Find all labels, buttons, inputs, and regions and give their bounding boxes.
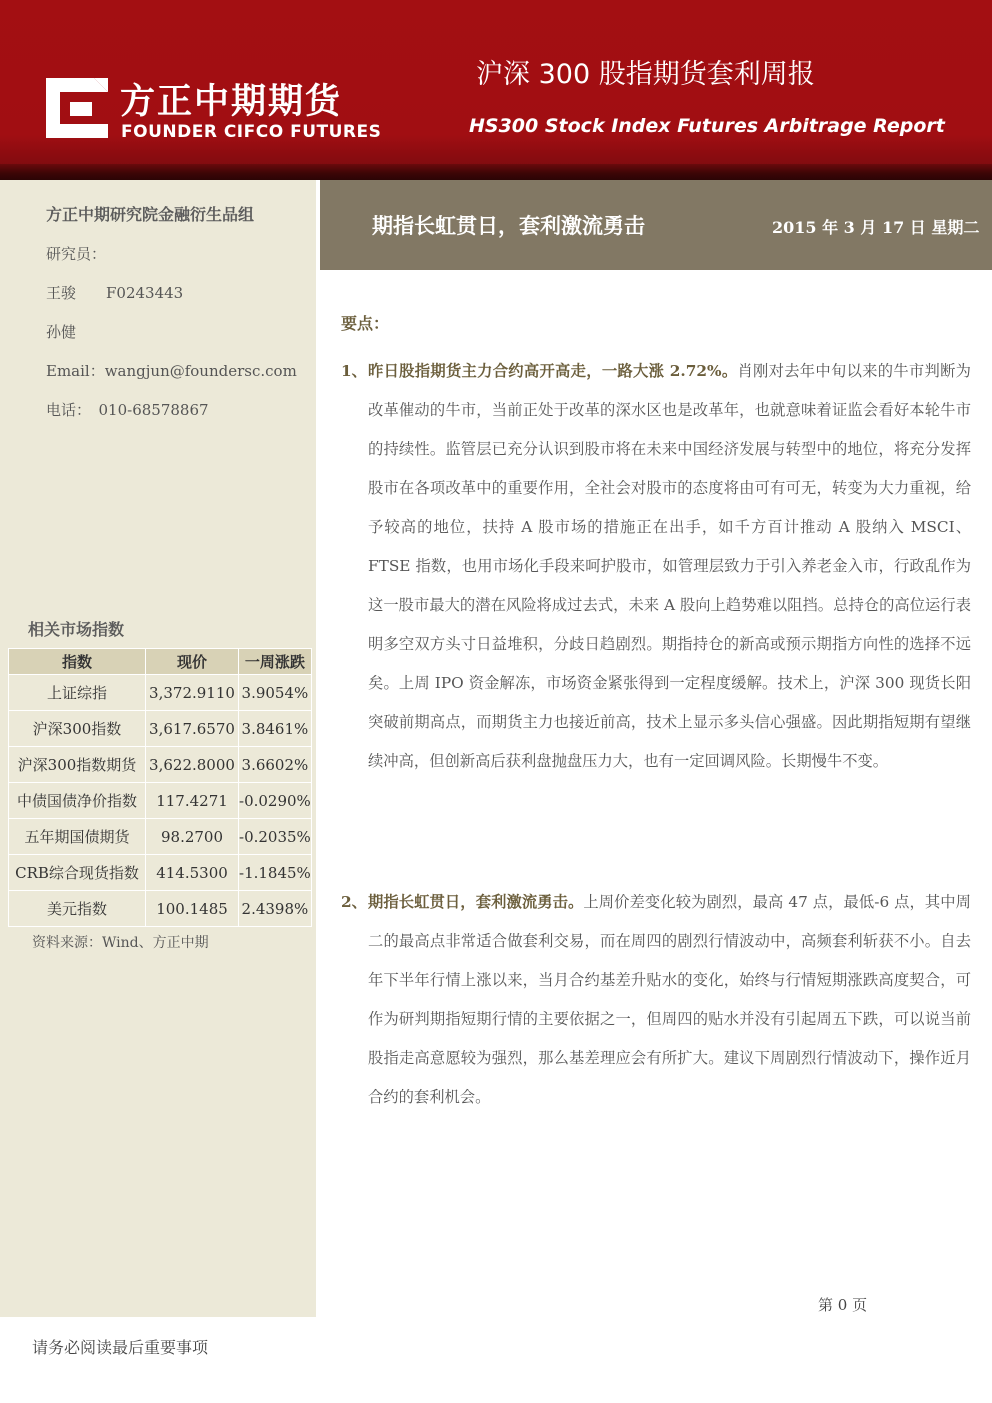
market-index-table [8,648,312,927]
key-point-text: 肖刚对去年中旬以来的牛市判断为改革催动的牛市，当前正处于改革的深水区也是改革年，也就意味着证监会看好本轮牛市的持续性。监管层已充分认识到股市将在未来中国经济发展与转型中的地位，将充分发挥股市在各项改革中的重要作用，全社会对股市的态度将由可有可无，转变为大力重视，给予较高的地位，扶持 A 股市场的措施正在出手，如千方百计推动 A 股纳入 MSCI、FTSE 指数，也用市场化手段来呵护股市，如管理层致力于引入养老金入市，行政乱作为这一股市最大的潜在风险将成过去式，未来 A 股向上趋势难以阻挡。总持仓的高位运行表明多空双方头寸日益堆积，分歧日趋剧烈。期指持仓的新高或预示期指方向性的选择不远矣。上周 IPO 资金解冻，市场资金紧张得到一定程度缓解。技术上，沪深 300 现货长阳突破前期高点，而期货主力也接近前高，技术上显示多头信心强盛。因此期指短期有望继续冲高，但创新高后获利盘抛盘压力大，也有一定回调风险。长期慢牛不变。 [368,362,971,770]
index-name: 沪深300指数 [9,711,146,747]
index-change: 2.4398% [239,891,312,927]
index-change: -0.2035% [239,819,312,855]
table-row [9,711,312,747]
key-point-body [368,883,971,1117]
report-header [0,0,992,168]
disclaimer-note: 请务必阅读最后重要事项 [32,1338,209,1357]
logo-text-cn: 方正中期期货 [120,82,343,122]
table-row [9,819,312,855]
key-point-number: 1、 [341,362,367,380]
market-index-title: 相关市场指数 [28,620,125,639]
index-change: -1.1845% [239,855,312,891]
research-group: 方正中期研究院金融衍生品组 [46,205,255,224]
phone-text: 电话： 010-68578867 [46,401,209,419]
researcher-1: 王骏 F0243443 [46,284,184,302]
key-point-body [368,352,971,781]
key-point-lead: 期指长虹贯日，套利激流勇击。 [368,893,584,911]
index-price: 3,372.9110 [146,675,239,711]
index-price: 414.5300 [146,855,239,891]
report-title-cn: 沪深 300 股指期货套利周报 [476,59,815,90]
researcher-2: 孙健 [46,323,77,341]
column-header: 一周涨跌 [239,649,312,675]
header-divider [0,164,992,180]
index-change: 3.6602% [239,747,312,783]
index-name: 中债国债净价指数 [9,783,146,819]
email-text: Email：wangjun@foundersc.com [46,362,297,380]
table-row [9,783,312,819]
table-row [9,675,312,711]
index-name: CRB综合现货指数 [9,855,146,891]
key-point-2 [341,883,971,1117]
index-price: 117.4271 [146,783,239,819]
column-header: 现价 [146,649,239,675]
index-change: 3.8461% [239,711,312,747]
founder-logo-icon [46,78,108,138]
data-source-note: 资料来源：Wind、方正中期 [32,935,209,951]
column-header: 指数 [9,649,146,675]
key-point-1 [341,352,971,781]
table-row [9,747,312,783]
report-title-en: HS300 Stock Index Futures Arbitrage Report [469,115,945,137]
researcher-label: 研究员： [46,245,107,263]
key-point-text: 上周价差变化较为剧烈，最高 47 点，最低-6 点，其中周二的最高点非常适合做套利交易，而在周四的剧烈行情波动中，高频套利斩获不小。自去年下半年行情上涨以来，当月合约基差升贴水的变化，始终与行情短期涨跌高度契合，可作为研判期指短期行情的主要依据之一，但周四的贴水并没有引起周五下跌，可以说当前股指走高意愿较为强烈，那么基差理应会有所扩大。建议下周剧烈行情波动下，操作近月合约的套利机会。 [368,893,971,1106]
index-name: 美元指数 [9,891,146,927]
index-change: 3.9054% [239,675,312,711]
table-row [9,891,312,927]
table-row [9,855,312,891]
table-header-row [9,649,312,675]
index-price: 3,622.8000 [146,747,239,783]
key-points-label: 要点： [341,314,390,333]
index-price: 100.1485 [146,891,239,927]
key-point-number: 2、 [341,893,367,911]
report-date: 2015 年 3 月 17 日 星期二 [772,218,980,237]
index-name: 五年期国债期货 [9,819,146,855]
index-change: -0.0290% [239,783,312,819]
key-point-lead: 昨日股指期货主力合约高开高走，一路大涨 2.72%。 [368,362,738,380]
report-headline: 期指长虹贯日，套利激流勇击 [372,214,645,238]
index-name: 沪深300指数期货 [9,747,146,783]
index-price: 98.2700 [146,819,239,855]
index-price: 3,617.6570 [146,711,239,747]
index-name: 上证综指 [9,675,146,711]
logo-text-en: FOUNDER CIFCO FUTURES [121,122,382,142]
page-number: 第 0 页 [818,1296,868,1314]
